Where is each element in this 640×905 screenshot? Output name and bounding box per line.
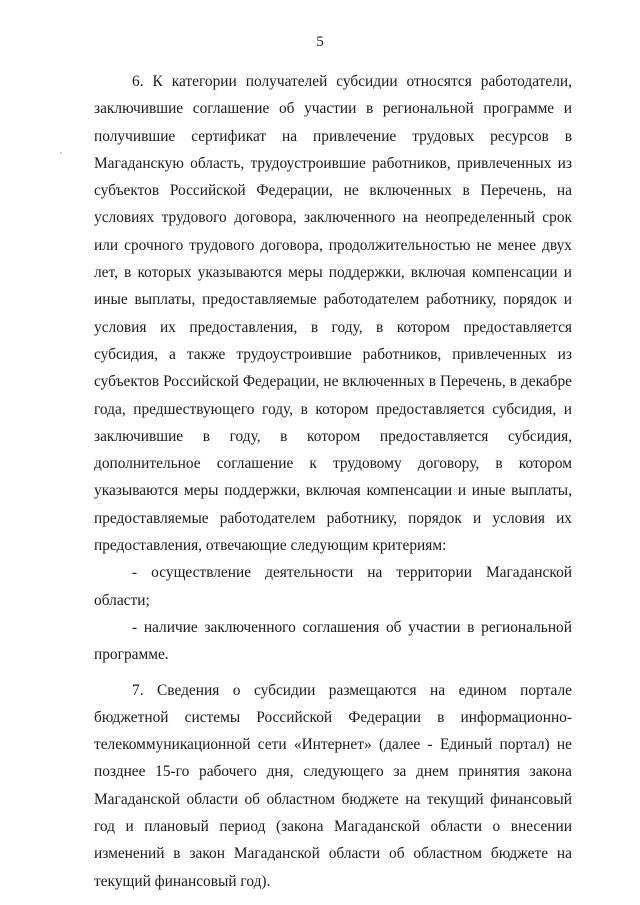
criterion-item-territory: - осуществление деятельности на территории Магаданской области;: [94, 564, 572, 609]
page-number: 5: [316, 34, 324, 50]
paragraph-6: 6. К категории получателей субсидии относятся работодатели, заключившие соглашение об участии в региональной программе и получившие сертификат на привлечение трудовых ресурсов в Магаданскую область, трудоустроившие работников, привлеченных из субъектов Российской Федерации, не включенных в Перечень, на условиях трудового договора, заключенного на неопределенный срок или срочного трудового договора, продолжительностью не менее двух лет, в которых указываются меры поддержки, включая компенсации и иные выплаты, предоставляемые работодателем работнику, порядок и условия их предоставления, в году, в котором предоставляется субсидия, а также трудоустроившие работников, привлеченных из субъектов Российской Федерации, не включенных в Перечень, в декабре года, предшествующего году, в котором предоставляется субсидия, и заключившие в году, в котором предоставляется субсидия, дополнительное соглашение к трудовому договору, в котором указываются меры поддержки, включая компенсации и иные выплаты, предоставляемые работодателем работнику, порядок и условия их предоставления, отвечающие следующим критериям:: [94, 73, 572, 555]
criterion-item-agreement: - наличие заключенного соглашения об участии в региональной программе.: [94, 618, 572, 664]
document-body: [94, 68, 572, 895]
paragraph-7: 7. Сведения о субсидии размещаются на едином портале бюджетной системы Российской Федерации в информационно-телекоммуникационной сети «Интернет» (далее - Единый портал) не позднее 15-го рабочего дня, следующего за днем принятия закона Магаданской области об областном бюджете на текущий финансовый год и плановый период (закона Магаданской области о внесении изменений в закон Магаданской области об областном бюджете на текущий финансовый год).: [94, 681, 572, 890]
scan-artifact-dot: [60, 152, 62, 154]
